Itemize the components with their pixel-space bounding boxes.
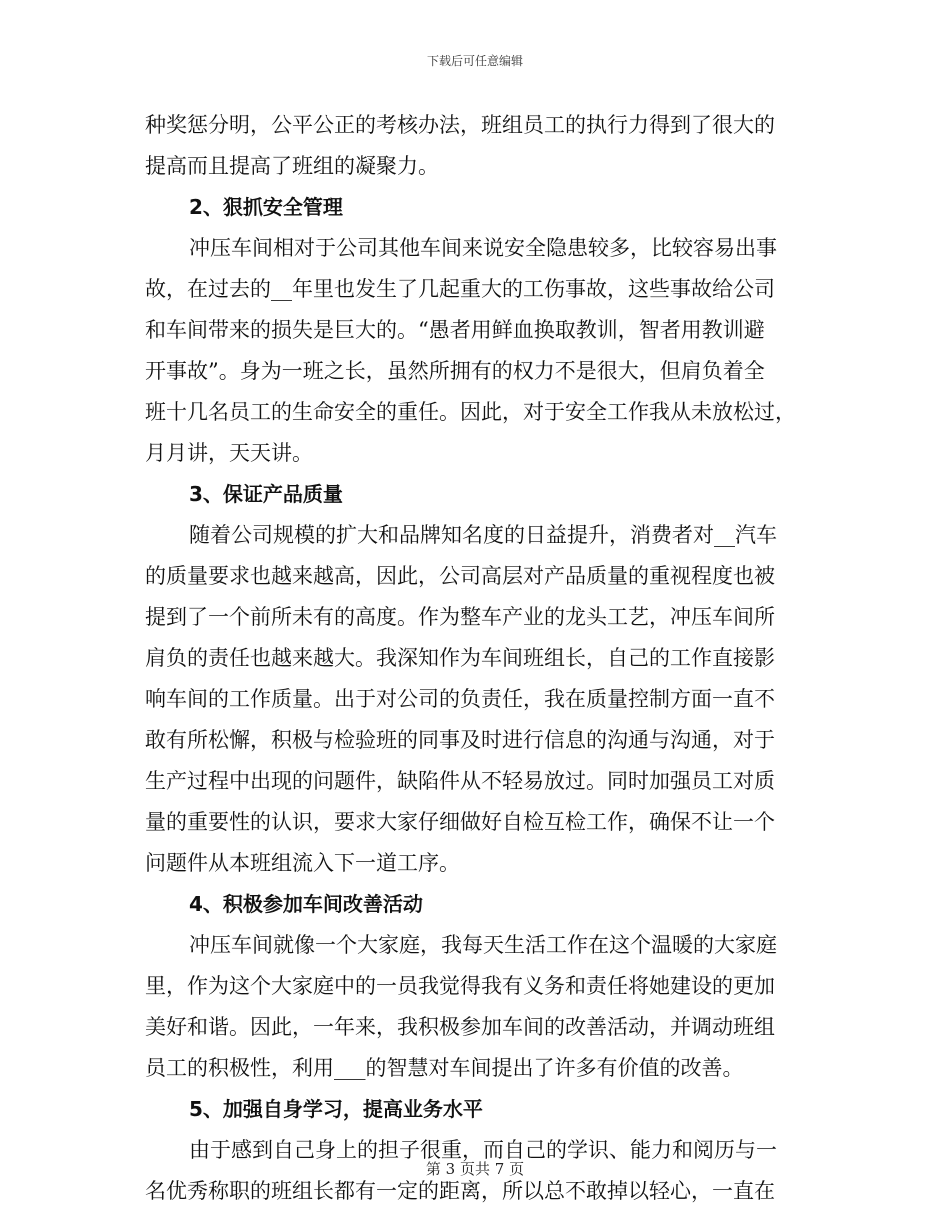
document-body <box>145 105 805 1212</box>
paragraph-line: 名优秀称职的班组长都有一定的距离，所以总不敢掉以轻心，一直在 <box>145 1179 775 1203</box>
page-number: 第 3 页共 7 页 <box>425 1160 525 1178</box>
paragraph-line: 冲压车间相对于公司其他车间来说安全隐患较多，比较容易出事 <box>189 236 777 260</box>
section-heading: 2、狠抓安全管理 <box>189 195 343 219</box>
paragraph-line: 提高而且提高了班组的凝聚力。 <box>145 154 439 178</box>
paragraph-line: 生产过程中出现的问题件，缺陷件从不轻易放过。同时加强员工对质 <box>145 769 775 793</box>
paragraph-line: 由于感到自己身上的担子很重，而自己的学识、能力和阅历与一 <box>189 1138 777 1162</box>
paragraph-line: 问题件从本班组流入下一道工序。 <box>145 851 460 875</box>
paragraph-line: 随着公司规模的扩大和品牌知名度的日益提升，消费者对__汽车 <box>189 523 777 547</box>
paragraph-line: 开事故”。身为一班之长，虽然所拥有的权力不是很大，但肩负着全 <box>145 359 765 383</box>
section-heading: 4、积极参加车间改善活动 <box>189 892 423 916</box>
page-header-note: 下载后可任意编辑 <box>426 54 523 68</box>
paragraph-line: 故，在过去的__年里也发生了几起重大的工伤事故，这些事故给公司 <box>145 277 775 301</box>
paragraph-line: 敢有所松懈，积极与检验班的同事及时进行信息的沟通与沟通，对于 <box>145 728 775 752</box>
paragraph-line: 种奖惩分明，公平公正的考核办法，班组员工的执行力得到了很大的 <box>145 113 775 137</box>
paragraph-line: 的质量要求也越来越高，因此，公司高层对产品质量的重视程度也被 <box>145 564 775 588</box>
paragraph-line: 和车间带来的损失是巨大的。“愚者用鲜血换取教训，智者用教训避 <box>145 318 765 342</box>
paragraph-line: 美好和谐。因此，一年来，我积极参加车间的改善活动，并调动班组 <box>145 1015 775 1039</box>
paragraph-line: 员工的积极性，利用___的智慧对车间提出了许多有价值的改善。 <box>145 1056 744 1080</box>
paragraph-line: 冲压车间就像一个大家庭，我每天生活工作在这个温暖的大家庭 <box>189 933 777 957</box>
paragraph-line: 班十几名员工的生命安全的重任。因此，对于安全工作我从未放松过， <box>145 400 796 424</box>
paragraph-line: 响车间的工作质量。出于对公司的负责任，我在质量控制方面一直不 <box>145 687 775 711</box>
paragraph-line: 量的重要性的认识，要求大家仔细做好自检互检工作，确保不让一个 <box>145 810 775 834</box>
paragraph-line: 肩负的责任也越来越大。我深知作为车间班组长，自己的工作直接影 <box>145 646 775 670</box>
section-heading: 5、加强自身学习，提高业务水平 <box>189 1097 483 1121</box>
paragraph-line: 提到了一个前所未有的高度。作为整车产业的龙头工艺，冲压车间所 <box>145 605 775 629</box>
paragraph-line: 里，作为这个大家庭中的一员我觉得我有义务和责任将她建设的更加 <box>145 974 775 998</box>
paragraph-line: 月月讲，天天讲。 <box>145 441 313 465</box>
section-heading: 3、保证产品质量 <box>189 482 343 506</box>
